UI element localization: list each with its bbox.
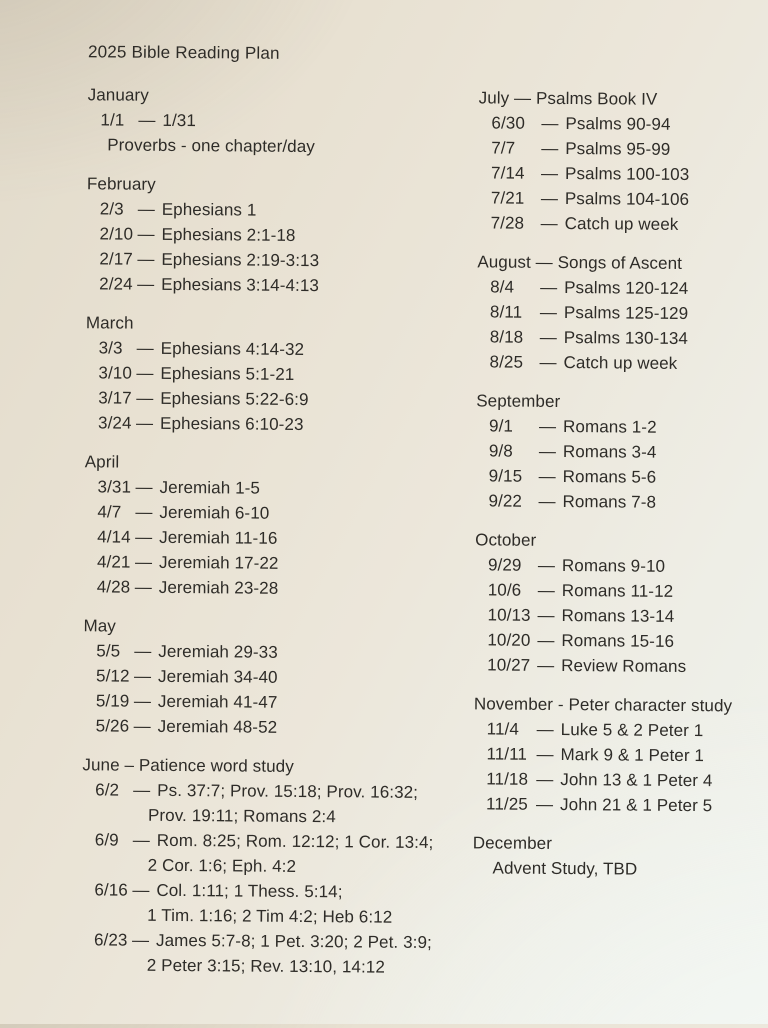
dash-separator: — [537, 603, 561, 628]
entry-date: 4/14 [97, 524, 135, 549]
entry-date: 1/1 [100, 107, 138, 132]
entry-reading: Psalms 130-134 [564, 328, 688, 348]
reading-entry [475, 552, 767, 579]
dash-separator: — [137, 247, 161, 272]
entry-reading: Psalms 95-99 [565, 139, 670, 159]
entry-reading: Catch up week [563, 353, 677, 373]
reading-entry [477, 274, 768, 301]
reading-entry [85, 410, 477, 438]
entry-reading: Ephesians 2:19-3:13 [161, 250, 319, 270]
dash-separator: — [134, 689, 158, 714]
dash-separator: — [540, 275, 564, 300]
entry-reading: Jeremiah 48-52 [158, 717, 278, 737]
month-header: August — Songs of Ascent [477, 249, 768, 276]
month-header: February [87, 171, 479, 199]
entry-date: 5/12 [96, 663, 134, 688]
entry-reading: Ps. 37:7; Prov. 15:18; Prov. 16:32; [157, 781, 418, 802]
month-section-august [476, 249, 768, 376]
dash-separator: — [539, 350, 563, 375]
dash-separator: — [133, 778, 157, 803]
reading-entry [476, 413, 768, 440]
reading-entry [86, 246, 478, 274]
entry-reading: John 21 & 1 Peter 5 [560, 795, 712, 815]
entry-date: 5/19 [96, 688, 134, 713]
entry-reading: Romans 7-8 [562, 492, 656, 512]
dash-separator: — [132, 878, 156, 903]
month-section-july [478, 85, 768, 237]
entry-date: 9/8 [489, 438, 539, 463]
reading-entry [477, 299, 768, 326]
dash-separator: — [539, 414, 563, 439]
entry-date: 4/21 [97, 549, 135, 574]
reading-entry [478, 210, 768, 237]
reading-entry [81, 927, 473, 955]
entry-date: 4/7 [97, 499, 135, 524]
entry-date: 6/23 [94, 927, 132, 952]
reading-entry [81, 877, 473, 905]
dash-separator: — [134, 714, 158, 739]
reading-entry [474, 716, 766, 743]
reading-entry [86, 335, 478, 363]
entry-date: 11/25 [486, 791, 536, 816]
reading-entry [83, 713, 475, 741]
month-section-march [85, 310, 478, 438]
entry-date: 9/22 [488, 488, 538, 513]
month-header: October [475, 527, 767, 554]
reading-entry [82, 777, 474, 805]
reading-entry [474, 602, 766, 629]
entry-reading: Jeremiah 41-47 [158, 692, 278, 712]
entry-date: 3/24 [98, 410, 136, 435]
month-section-june [81, 752, 475, 980]
left-column [81, 82, 480, 994]
entry-date: 11/18 [486, 766, 536, 791]
entry-reading: Ephesians 4:14-32 [161, 339, 305, 359]
reading-entry [84, 574, 476, 602]
entry-date: 10/20 [487, 627, 537, 652]
entry-reading: Romans 13-14 [562, 606, 675, 626]
reading-entry [475, 577, 767, 604]
entry-date: 3/17 [98, 385, 136, 410]
dash-separator: — [137, 272, 161, 297]
month-section-october [474, 527, 767, 679]
entry-reading: Ephesians 2:1-18 [161, 225, 295, 245]
entry-reading: Romans 15-16 [561, 631, 674, 651]
entry-date: 8/25 [489, 349, 539, 374]
reading-entry [476, 349, 768, 376]
dash-separator: — [541, 161, 565, 186]
month-note: Proverbs - one chapter/day [87, 132, 479, 160]
dash-separator: — [135, 550, 159, 575]
month-header: November - Peter character study [474, 691, 766, 718]
entry-reading: Jeremiah 34-40 [158, 667, 278, 687]
reading-entry [84, 499, 476, 527]
entry-reading: Psalms 100-103 [565, 164, 689, 184]
month-header: July — Psalms Book IV [479, 85, 768, 112]
entry-reading: Jeremiah 11-16 [159, 528, 277, 548]
entry-date: 2/3 [100, 196, 138, 221]
dash-separator: — [136, 386, 160, 411]
reading-entry [84, 549, 476, 577]
entry-date: 9/29 [488, 552, 538, 577]
entry-reading: Jeremiah 29-33 [158, 642, 278, 662]
entry-reading: Psalms 90-94 [565, 114, 670, 134]
entry-date: 8/18 [490, 324, 540, 349]
month-header: April [85, 449, 477, 477]
month-section-january [87, 82, 480, 160]
entry-date: 10/13 [487, 602, 537, 627]
dash-separator: — [537, 628, 561, 653]
dash-separator: — [138, 197, 162, 222]
month-section-april [84, 449, 477, 602]
dash-separator: — [135, 500, 159, 525]
reading-entry [473, 766, 765, 793]
entry-reading: Psalms 125-129 [564, 303, 688, 323]
reading-entry [473, 791, 765, 818]
entry-reading: Rom. 8:25; Rom. 12:12; 1 Cor. 13:4; [157, 831, 434, 852]
reading-entry [474, 627, 766, 654]
entry-date: 2/24 [99, 271, 137, 296]
entry-date: 10/27 [487, 652, 537, 677]
dash-separator: — [536, 767, 560, 792]
entry-continuation: Prov. 19:11; Romans 2:4 [82, 802, 474, 830]
entry-date: 11/4 [487, 716, 537, 741]
entry-date: 6/9 [95, 827, 133, 852]
dash-separator: — [541, 186, 565, 211]
entry-reading: 1/31 [162, 111, 196, 130]
entry-reading: Romans 11-12 [562, 581, 674, 601]
entry-reading: Ephesians 3:14-4:13 [161, 275, 319, 295]
dash-separator: — [541, 211, 565, 236]
dash-separator: — [540, 325, 564, 350]
entry-reading: Ephesians 5:22-6:9 [160, 389, 308, 409]
month-header: March [86, 310, 478, 338]
entry-reading: Jeremiah 6-10 [159, 503, 269, 523]
entry-reading: Luke 5 & 2 Peter 1 [561, 720, 704, 740]
reading-entry [474, 652, 766, 679]
reading-entry [85, 360, 477, 388]
dash-separator: — [539, 464, 563, 489]
entry-date: 2/17 [99, 246, 137, 271]
reading-entry [473, 741, 765, 768]
entry-date: 7/14 [491, 160, 541, 185]
entry-date: 3/3 [99, 335, 137, 360]
entry-date: 11/11 [486, 741, 536, 766]
reading-entry [475, 488, 767, 515]
entry-reading: John 13 & 1 Peter 4 [560, 770, 712, 790]
entry-reading: Catch up week [565, 214, 679, 234]
entry-date: 3/31 [97, 474, 135, 499]
dash-separator: — [137, 336, 161, 361]
dash-separator: — [138, 108, 162, 133]
entry-date: 7/7 [491, 135, 541, 160]
entry-reading: Romans 1-2 [563, 417, 657, 437]
entry-date: 4/28 [97, 574, 135, 599]
month-section-november [473, 691, 766, 818]
reading-entry [87, 196, 479, 224]
dash-separator: — [541, 136, 565, 161]
dash-separator: — [137, 222, 161, 247]
month-header: December [473, 830, 765, 857]
reading-entry [84, 524, 476, 552]
entry-reading: Ephesians 6:10-23 [160, 414, 304, 434]
reading-entry [87, 107, 479, 135]
reading-entry [478, 135, 768, 162]
month-section-december [473, 830, 765, 882]
entry-reading: James 5:7-8; 1 Pet. 3:20; 2 Pet. 3:9; [156, 931, 432, 952]
entry-date: 9/1 [489, 413, 539, 438]
dash-separator: — [135, 575, 159, 600]
entry-continuation: 2 Peter 3:15; Rev. 13:10, 14:12 [81, 952, 473, 980]
reading-entry [83, 688, 475, 716]
month-section-september [475, 388, 768, 515]
reading-entry [476, 463, 768, 490]
month-header: May [83, 613, 475, 641]
month-section-may [83, 613, 476, 741]
reading-entry [86, 271, 478, 299]
page-title: 2025 Bible Reading Plan [88, 42, 280, 64]
reading-entry [84, 474, 476, 502]
entry-reading: Mark 9 & 1 Peter 1 [560, 745, 704, 765]
reading-entry [478, 160, 768, 187]
dash-separator: — [539, 439, 563, 464]
entry-date: 9/15 [489, 463, 539, 488]
month-note: Advent Study, TBD [473, 855, 765, 882]
reading-entry [83, 638, 475, 666]
entry-reading: Romans 5-6 [563, 467, 657, 487]
dash-separator: — [540, 300, 564, 325]
entry-reading: Ephesians 1 [162, 200, 257, 220]
entry-date: 5/5 [96, 638, 134, 663]
entry-reading: Psalms 104-106 [565, 189, 689, 209]
dash-separator: — [538, 553, 562, 578]
entry-date: 7/21 [491, 185, 541, 210]
entry-date: 8/11 [490, 299, 540, 324]
dash-separator: — [536, 792, 560, 817]
reading-entry [86, 221, 478, 249]
entry-reading: Romans 9-10 [562, 556, 665, 576]
entry-continuation: 2 Cor. 1:6; Eph. 4:2 [82, 852, 474, 880]
dash-separator: — [536, 742, 560, 767]
entry-date: 10/6 [488, 577, 538, 602]
reading-entry [85, 385, 477, 413]
entry-reading: Psalms 120-124 [564, 278, 688, 298]
reading-entry [82, 827, 474, 855]
reading-entry [476, 438, 768, 465]
dash-separator: — [132, 928, 156, 953]
entry-date: 5/26 [96, 713, 134, 738]
entry-date: 6/16 [94, 877, 132, 902]
dash-separator: — [537, 717, 561, 742]
reading-entry [477, 324, 768, 351]
dash-separator: — [136, 411, 160, 436]
dash-separator: — [134, 664, 158, 689]
entry-date: 3/10 [98, 360, 136, 385]
reading-entry [83, 663, 475, 691]
reading-entry [478, 185, 768, 212]
dash-separator: — [133, 828, 157, 853]
dash-separator: — [135, 525, 159, 550]
entry-date: 2/10 [99, 221, 137, 246]
month-header: January [88, 82, 480, 110]
dash-separator: — [135, 475, 159, 500]
reading-entry [478, 110, 768, 137]
entry-reading: Ephesians 5:1-21 [160, 364, 294, 384]
entry-reading: Romans 3-4 [563, 442, 657, 462]
month-header: June – Patience word study [82, 752, 474, 780]
month-section-february [86, 171, 479, 299]
dash-separator: — [538, 489, 562, 514]
right-column [472, 85, 768, 896]
dash-separator: — [136, 361, 160, 386]
dash-separator: — [134, 639, 158, 664]
entry-reading: Jeremiah 23-28 [159, 578, 279, 598]
entry-reading: Jeremiah 1-5 [160, 478, 261, 498]
entry-date: 6/30 [491, 110, 541, 135]
dash-separator: — [538, 578, 562, 603]
entry-date: 6/2 [95, 777, 133, 802]
entry-reading: Review Romans [561, 656, 686, 676]
entry-reading: Col. 1:11; 1 Thess. 5:14; [156, 881, 342, 901]
month-header: September [476, 388, 768, 415]
dash-separator: — [537, 653, 561, 678]
entry-date: 7/28 [491, 210, 541, 235]
dash-separator: — [541, 111, 565, 136]
entry-date: 8/4 [490, 274, 540, 299]
entry-continuation: 1 Tim. 1:16; 2 Tim 4:2; Heb 6:12 [81, 902, 473, 930]
entry-reading: Jeremiah 17-22 [159, 553, 279, 573]
